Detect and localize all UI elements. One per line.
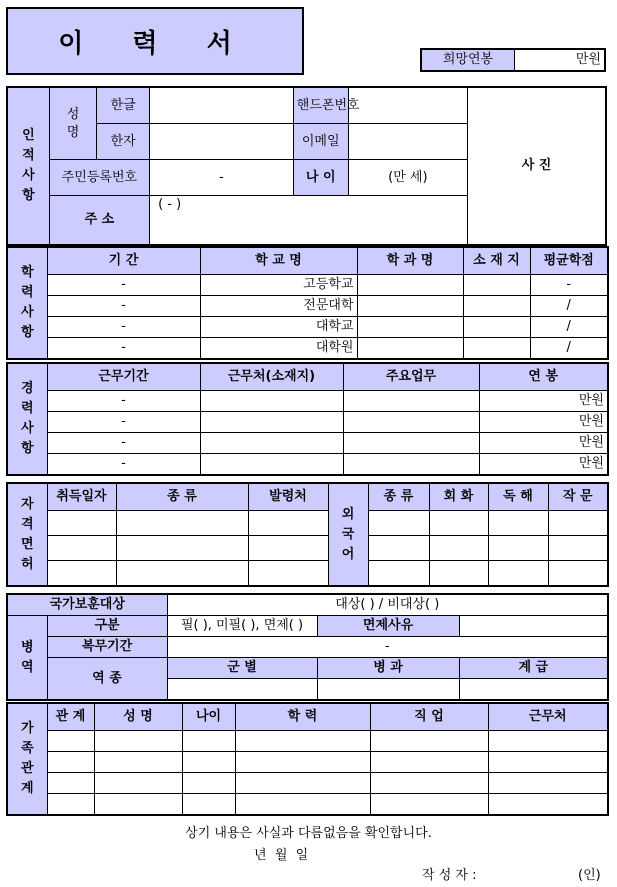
edu-location-field[interactable] xyxy=(463,296,530,317)
family-workplace-field[interactable] xyxy=(488,731,608,752)
career-header-workplace: 근무처(소재지) xyxy=(200,363,343,391)
family-job-field[interactable] xyxy=(370,731,488,752)
military-table xyxy=(6,593,609,701)
license-issuer-field[interactable] xyxy=(248,536,328,561)
career-header-period: 근무기간 xyxy=(47,363,200,391)
license-issuer-field[interactable] xyxy=(248,561,328,587)
name-label: 성명 xyxy=(49,87,97,160)
license-type-field[interactable] xyxy=(116,511,248,536)
family-header-name: 성 명 xyxy=(94,703,182,731)
career-salary-field[interactable]: 만원 xyxy=(479,412,608,433)
career-workplace-field[interactable] xyxy=(200,433,343,454)
branch-header-specialty: 병 과 xyxy=(317,658,459,679)
lang-writing-field[interactable] xyxy=(548,511,608,536)
lang-header-type: 종 류 xyxy=(368,483,429,511)
photo-area[interactable]: 사 진 xyxy=(468,87,606,245)
branch-header-rank: 계 급 xyxy=(459,658,608,679)
hanja-name-field[interactable] xyxy=(150,124,294,160)
lang-type-field[interactable] xyxy=(368,561,429,587)
family-job-field[interactable] xyxy=(370,794,488,816)
age-label: 나 이 xyxy=(293,160,348,196)
lang-speaking-field[interactable] xyxy=(429,511,488,536)
edu-gpa-field[interactable]: - xyxy=(530,275,608,296)
lang-writing-field[interactable] xyxy=(548,536,608,561)
family-education-field[interactable] xyxy=(235,752,370,773)
family-workplace-field[interactable] xyxy=(488,752,608,773)
career-salary-field[interactable]: 만원 xyxy=(479,433,608,454)
family-job-field[interactable] xyxy=(370,752,488,773)
lang-reading-field[interactable] xyxy=(488,536,548,561)
desired-salary-table xyxy=(420,48,606,72)
lang-reading-field[interactable] xyxy=(488,561,548,587)
military-type-field[interactable]: 필( ), 미필( ), 면제( ) xyxy=(167,616,317,637)
writer-label: 작 성 자 : xyxy=(422,868,477,883)
license-header-type: 종 류 xyxy=(116,483,248,511)
military-type-label: 구분 xyxy=(47,616,167,637)
career-duties-field[interactable] xyxy=(343,433,479,454)
branch-rank-field[interactable] xyxy=(459,679,608,701)
edu-location-field[interactable] xyxy=(463,338,530,360)
edu-school-field[interactable]: 대학교 xyxy=(200,317,357,338)
edu-school-field[interactable]: 대학원 xyxy=(200,338,357,360)
edu-school-field[interactable]: 전문대학 xyxy=(200,296,357,317)
rrn-field[interactable]: - xyxy=(150,160,294,196)
personal-info-table xyxy=(6,86,607,246)
exempt-reason-field[interactable] xyxy=(459,616,608,637)
career-duties-field[interactable] xyxy=(343,412,479,433)
family-header-workplace: 근무처 xyxy=(488,703,608,731)
edu-location-field[interactable] xyxy=(463,275,530,296)
career-workplace-field[interactable] xyxy=(200,412,343,433)
veteran-field[interactable]: 대상( ) / 비대상( ) xyxy=(167,594,608,616)
email-field[interactable] xyxy=(348,124,467,160)
edu-gpa-field[interactable]: / xyxy=(530,317,608,338)
family-header-age: 나이 xyxy=(182,703,235,731)
family-age-field[interactable] xyxy=(182,773,235,794)
family-name-field[interactable] xyxy=(94,752,182,773)
document-title: 이 력 서 xyxy=(6,7,304,75)
family-relation-field[interactable] xyxy=(47,773,94,794)
family-workplace-field[interactable] xyxy=(488,773,608,794)
lang-type-field[interactable] xyxy=(368,511,429,536)
license-header-issuer: 발령처 xyxy=(248,483,328,511)
education-section-label: 학력사항 xyxy=(7,247,47,359)
family-header-education: 학 력 xyxy=(235,703,370,731)
license-type-field[interactable] xyxy=(116,536,248,561)
edu-major-field[interactable] xyxy=(357,296,463,317)
license-type-field[interactable] xyxy=(116,561,248,587)
license-header-date: 취득일자 xyxy=(47,483,116,511)
seal-mark: (인) xyxy=(578,868,601,883)
edu-major-field[interactable] xyxy=(357,338,463,360)
address-label: 주 소 xyxy=(49,196,149,246)
edu-school-field[interactable]: 고등학교 xyxy=(200,275,357,296)
hangul-label: 한글 xyxy=(97,87,150,124)
license-date-field[interactable] xyxy=(47,511,116,536)
family-header-job: 직 업 xyxy=(370,703,488,731)
veteran-label: 국가보훈대상 xyxy=(7,594,167,616)
confirmation-statement: 상기 내용은 사실과 다름없음을 확인합니다. xyxy=(185,826,432,841)
career-period-field[interactable]: - xyxy=(47,433,200,454)
lang-speaking-field[interactable] xyxy=(429,561,488,587)
lang-header-speaking: 회 화 xyxy=(429,483,488,511)
service-period-field[interactable]: - xyxy=(167,637,608,658)
branch-specialty-field[interactable] xyxy=(317,679,459,701)
license-section-label: 자격면허 xyxy=(7,483,47,586)
desired-salary-label: 희망연봉 xyxy=(421,49,515,71)
lang-reading-field[interactable] xyxy=(488,511,548,536)
rrn-label: 주민등록번호 xyxy=(49,160,149,196)
phone-field[interactable] xyxy=(348,87,467,124)
career-salary-field[interactable]: 만원 xyxy=(479,454,608,476)
family-education-field[interactable] xyxy=(235,794,370,816)
family-name-field[interactable] xyxy=(94,794,182,816)
license-date-field[interactable] xyxy=(47,536,116,561)
career-table xyxy=(6,362,609,476)
age-field[interactable]: (만 세) xyxy=(348,160,467,196)
edu-header-gpa: 평균학점 xyxy=(530,247,608,275)
career-duties-field[interactable] xyxy=(343,391,479,412)
edu-header-location: 소 재 지 xyxy=(463,247,530,275)
date-line: 년 월 일 xyxy=(254,848,309,863)
edu-header-period: 기 간 xyxy=(47,247,200,275)
family-education-field[interactable] xyxy=(235,773,370,794)
edu-header-major: 학 과 명 xyxy=(357,247,463,275)
edu-major-field[interactable] xyxy=(357,317,463,338)
edu-gpa-field[interactable]: / xyxy=(530,296,608,317)
edu-major-field[interactable] xyxy=(357,275,463,296)
lang-header-writing: 작 문 xyxy=(548,483,608,511)
career-workplace-field[interactable] xyxy=(200,391,343,412)
family-job-field[interactable] xyxy=(370,773,488,794)
family-education-field[interactable] xyxy=(235,731,370,752)
exempt-reason-label: 면제사유 xyxy=(317,616,459,637)
career-workplace-field[interactable] xyxy=(200,454,343,476)
family-workplace-field[interactable] xyxy=(488,794,608,816)
edu-period-field[interactable]: - xyxy=(47,275,200,296)
edu-period-field[interactable]: - xyxy=(47,296,200,317)
career-section-label: 경력사항 xyxy=(7,363,47,475)
edu-header-school: 학 교 명 xyxy=(200,247,357,275)
education-table xyxy=(6,246,609,360)
family-relation-field[interactable] xyxy=(47,752,94,773)
writer-name-field[interactable] xyxy=(502,866,572,880)
edu-gpa-field[interactable]: / xyxy=(530,338,608,360)
email-label: 이메일 xyxy=(293,124,348,160)
family-section-label: 가족관계 xyxy=(7,703,47,815)
edu-period-field[interactable]: - xyxy=(47,317,200,338)
family-age-field[interactable] xyxy=(182,752,235,773)
branch-header-army: 군 별 xyxy=(167,658,317,679)
lang-header-reading: 독 해 xyxy=(488,483,548,511)
family-relation-field[interactable] xyxy=(47,731,94,752)
lang-type-field[interactable] xyxy=(368,536,429,561)
branch-army-field[interactable] xyxy=(167,679,317,701)
career-period-field[interactable]: - xyxy=(47,454,200,476)
military-section-label: 병역 xyxy=(7,616,47,701)
edu-location-field[interactable] xyxy=(463,317,530,338)
license-issuer-field[interactable] xyxy=(248,511,328,536)
license-date-field[interactable] xyxy=(47,561,116,587)
family-header-relation: 관 계 xyxy=(47,703,94,731)
phone-label: 핸드폰번호 xyxy=(293,87,348,124)
personal-section-label: 인적사항 xyxy=(7,87,49,245)
lang-writing-field[interactable] xyxy=(548,561,608,587)
family-relation-field[interactable] xyxy=(47,794,94,816)
career-header-salary: 연 봉 xyxy=(479,363,608,391)
service-period-label: 복무기간 xyxy=(47,637,167,658)
career-duties-field[interactable] xyxy=(343,454,479,476)
career-header-duties: 주요업무 xyxy=(343,363,479,391)
family-age-field[interactable] xyxy=(182,794,235,816)
branch-label: 역 종 xyxy=(47,658,167,701)
address-field[interactable]: ( - ) xyxy=(150,196,468,246)
lang-speaking-field[interactable] xyxy=(429,536,488,561)
hanja-label: 한자 xyxy=(97,124,150,160)
career-salary-field[interactable]: 만원 xyxy=(479,391,608,412)
edu-period-field[interactable]: - xyxy=(47,338,200,360)
career-period-field[interactable]: - xyxy=(47,391,200,412)
language-label: 외국어 xyxy=(328,483,368,586)
license-table xyxy=(6,482,609,587)
family-name-field[interactable] xyxy=(94,773,182,794)
family-name-field[interactable] xyxy=(94,731,182,752)
desired-salary-field[interactable]: 만원 xyxy=(515,49,606,71)
family-table xyxy=(6,702,609,816)
family-age-field[interactable] xyxy=(182,731,235,752)
career-period-field[interactable]: - xyxy=(47,412,200,433)
hangul-name-field[interactable] xyxy=(150,87,294,124)
